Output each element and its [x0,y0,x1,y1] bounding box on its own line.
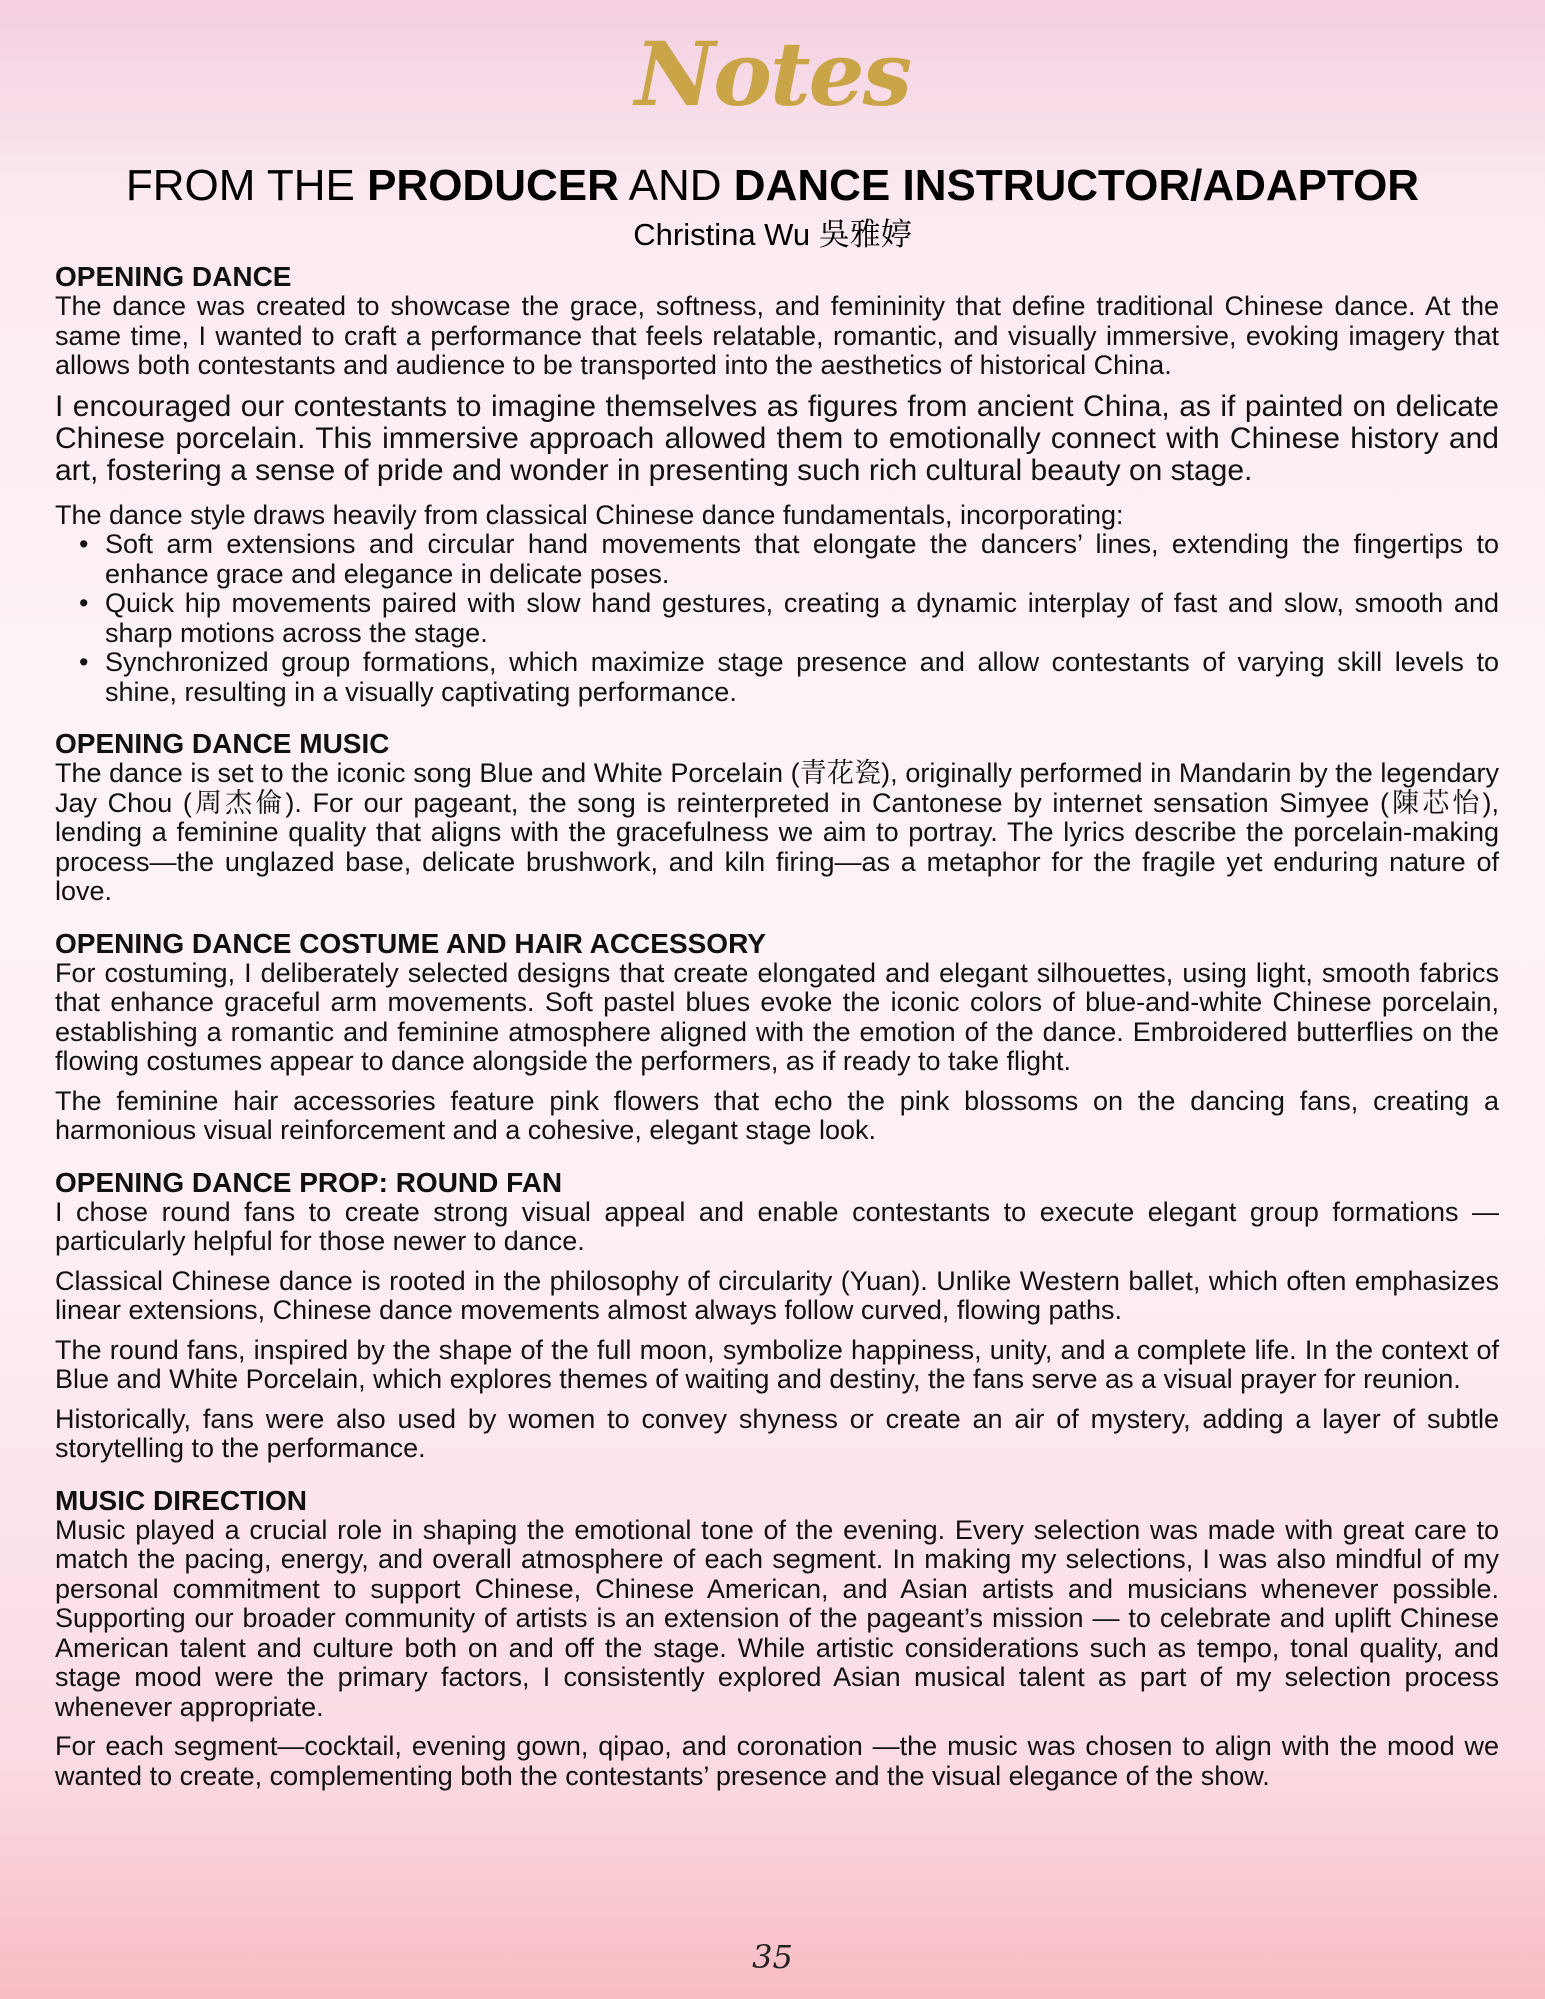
paragraph: The dance is set to the iconic song Blue and White Porcelain (青花瓷), originally performed in Mandarin by the legendary Jay Chou (周杰倫). For our pageant, the song is reinterpreted in Cantonese by internet sensation Simyee (陳芯怡), lending a feminine quality that aligns with the gracefulness we aim to portray. The lyrics describe the porcelain-making process—the unglazed base, delicate brushwork, and kiln firing—as a metaphor for the fragile yet enduring nature of love. [55,758,1499,906]
notes-script-title: Notes [634,22,911,126]
section-title: OPENING DANCE COSTUME AND HAIR ACCESSORY [55,927,766,959]
paragraph: I encouraged our contestants to imagine themselves as figures from ancient China, as if painted on delicate Chinese porcelain. This immersive approach allowed them to emotionally connect with Chinese history and art, fostering a sense of pride and wonder in presenting such rich cultural beauty on stage. [55,389,1499,487]
section-title: OPENING DANCE PROP: ROUND FAN [55,1166,563,1198]
list-item: • Synchronized group formations, which maximize stage presence and allow contestants of varying skill levels to shine, resulting in a visually captivating performance. [105,648,1499,707]
section-costume [55,929,1499,1146]
section-title: OPENING DANCE [55,261,292,292]
paragraph: The feminine hair accessories feature pink flowers that echo the pink blossoms on the dancing fans, creating a harmonious visual reinforcement and a cohesive, elegant stage look. [55,1085,1499,1145]
paragraph: Historically, fans were also used by women to convey shyness or create an air of mystery, adding a layer of subtle storytelling to the performance. [55,1403,1499,1463]
heading-part-2: AND [618,161,734,210]
paragraph: I chose round fans to create strong visual appeal and enable contestants to execute elegant group formations —particularly helpful for those newer to dance. [55,1196,1499,1256]
bullet-list [55,530,1499,707]
page-heading [0,162,1545,210]
heading-bold-dance-instructor: DANCE INSTRUCTOR/ADAPTOR [733,161,1420,210]
section-opening-dance-music [55,729,1499,907]
article-body [55,262,1499,1813]
section-title: MUSIC DIRECTION [55,1484,307,1516]
page-number: 35 [752,1938,793,1976]
section-music-direction [55,1486,1499,1792]
section-round-fan [55,1168,1499,1464]
heading-part-1: FROM THE [125,161,368,210]
list-item: • Quick hip movements paired with slow hand gestures, creating a dynamic interplay of fast and slow, smooth and sharp motions across the stage. [105,589,1499,648]
paragraph: For costuming, I deliberately selected designs that create elongated and elegant silhouettes, using light, smooth fabrics that enhance graceful arm movements. Soft pastel blues evoke the iconic colors of blue-and-white Chinese porcelain, establishing a romantic and feminine atmosphere aligned with the emotion of the dance. Embroidered butterflies on the flowing costumes appear to dance alongside the performers, as if ready to take flight. [55,957,1499,1076]
section-title: OPENING DANCE MUSIC [55,728,390,759]
paragraph: Music played a crucial role in shaping the emotional tone of the evening. Every selection was made with great care to match the pacing, energy, and overall atmosphere of each segment. In making my selections, I was also mindful of my personal commitment to support Chinese, Chinese American, and Asian artists and musicians whenever possible. Supporting our broader community of artists is an extension of the pageant’s mission — to celebrate and uplift Chinese American talent and culture both on and off the stage. While artistic considerations such as tempo, tonal quality, and stage mood were the primary factors, I consistently explored Asian musical talent as part of my selection process whenever appropriate. [55,1514,1499,1722]
paragraph: The dance was created to showcase the grace, softness, and femininity that define traditional Chinese dance. At the same time, I wanted to craft a performance that feels relatable, romantic, and visually immersive, evoking imagery that allows both contestants and audience to be transported into the aesthetics of historical China. [55,291,1499,380]
author-name: Christina Wu 吳雅婷 [633,217,912,252]
heading-bold-producer: PRODUCER [367,161,619,210]
paragraph: The dance style draws heavily from classical Chinese dance fundamentals, incorporating: [55,499,1124,530]
paragraph: The round fans, inspired by the shape of the full moon, symbolize happiness, unity, and a complete life. In the context of Blue and White Porcelain, which explores themes of waiting and destiny, the fans serve as a visual prayer for reunion. [55,1334,1499,1394]
list-item: • Soft arm extensions and circular hand movements that elongate the dancers’ lines, extending the fingertips to enhance grace and elegance in delicate poses. [105,530,1499,589]
paragraph: Classical Chinese dance is rooted in the philosophy of circularity (Yuan). Unlike Western ballet, which often emphasizes linear extensions, Chinese dance movements almost always follow curved, flowing paths. [55,1265,1499,1325]
section-opening-dance [55,262,1499,707]
paragraph: For each segment—cocktail, evening gown, qipao, and coronation —the music was chosen to align with the mood we wanted to create, complementing both the contestants’ presence and the visual elegance of the show. [55,1731,1499,1791]
